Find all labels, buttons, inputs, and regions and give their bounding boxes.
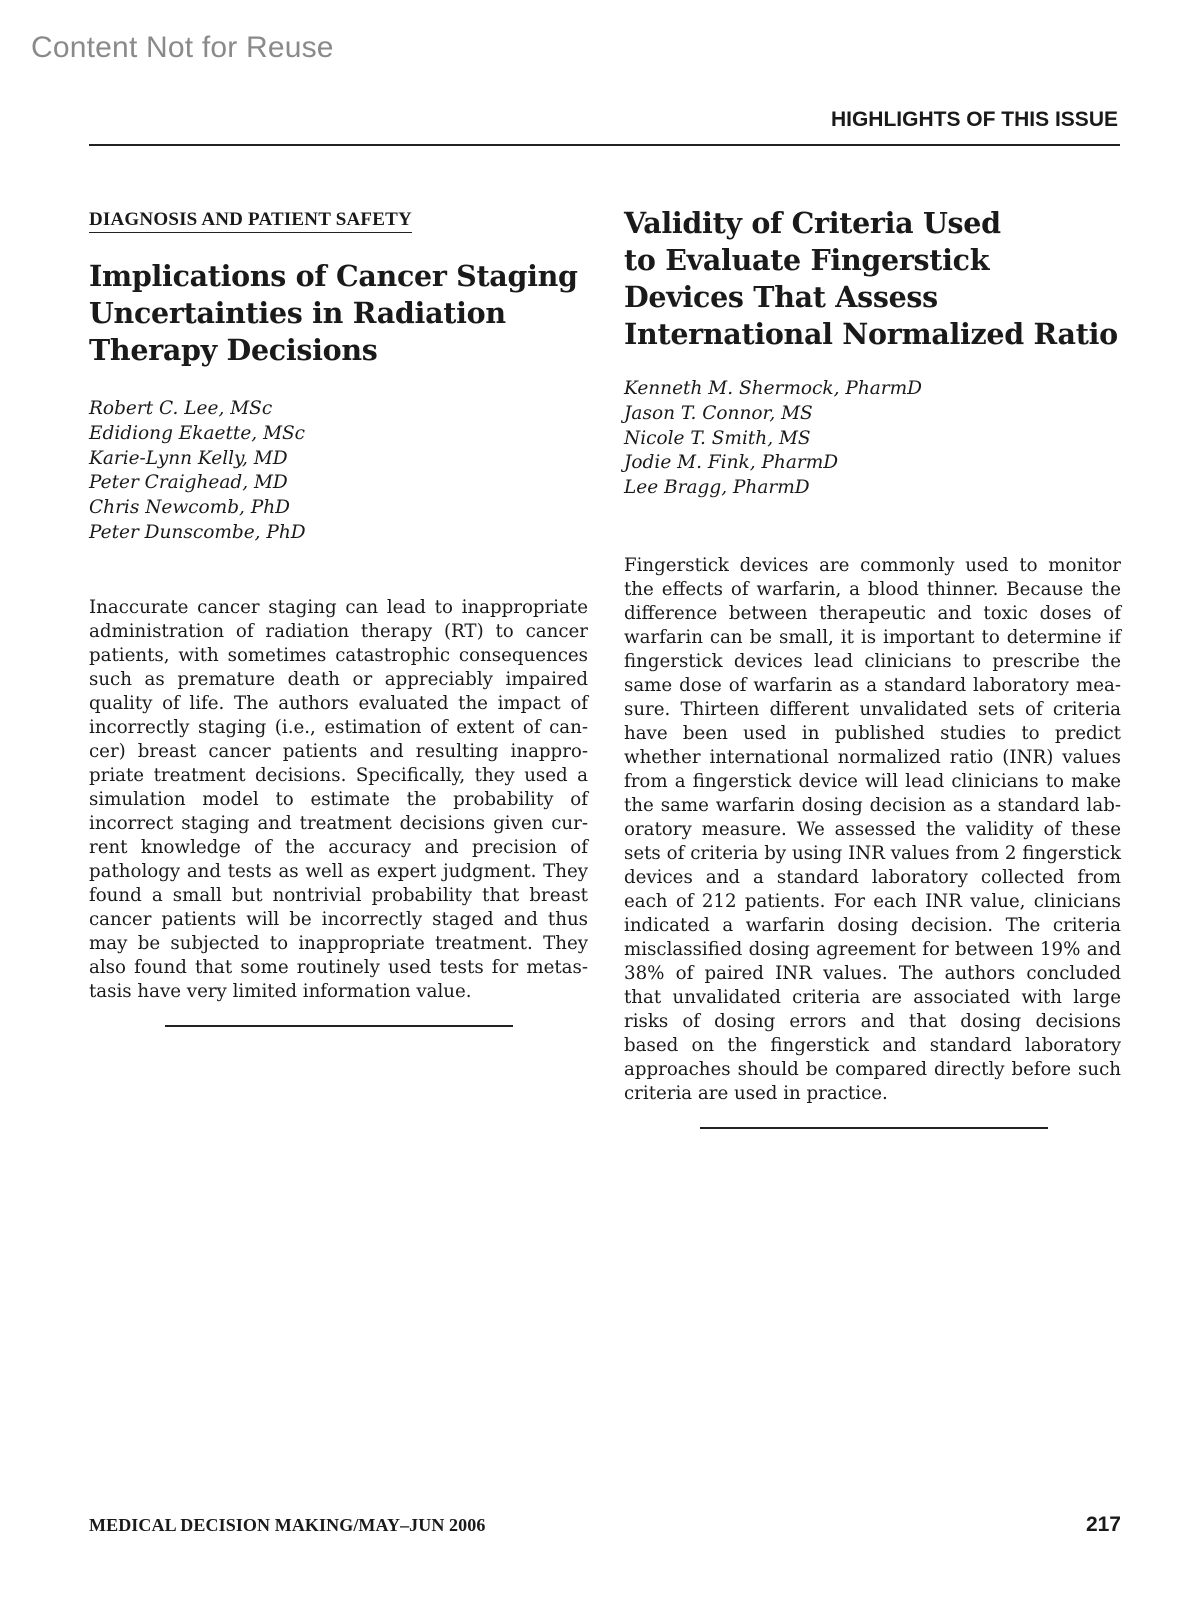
- author-name: Robert C. Lee, MSc: [89, 398, 273, 419]
- watermark-text: Content Not for Reuse: [31, 31, 334, 64]
- title-line: Implications of Cancer Staging: [89, 259, 578, 293]
- title-line: to Evaluate Fingerstick: [624, 243, 990, 277]
- author-name: Kenneth M. Shermock, PharmD: [624, 378, 922, 399]
- running-head: HIGHLIGHTS OF THIS ISSUE: [830, 108, 1118, 131]
- journal-footer: MEDICAL DECISION MAKING/MAY–JUN 2006: [89, 1515, 486, 1535]
- author-name: Edidiong Ekaette, MSc: [89, 422, 306, 444]
- page-number: 217: [1085, 1513, 1121, 1536]
- title-line: Validity of Criteria Used: [624, 206, 1001, 240]
- article-end-rule: [165, 1025, 513, 1027]
- left-article-abstract: Inaccurate cancer staging can lead to inappropriate administration of radiation therapy (RT) to cancer patients, with sometimes catastrophic consequences such as premature death or appreciably impaired quality of life. The authors evaluated the impact of incorrectly staging (i.e., estimation of extent of cancer) breast cancer patients and resulting inappropriate treatment decisions. Specifically, they used a simulation model to estimate the probability of incorrect staging and treatment decisions given current knowledge of the accuracy and precision of pathology and tests as well as expert judgment. They found a small but nontrivial probability that breast cancer patients will be incorrectly staged and thus may be subjected to inappropriate treatment. They also found that some routinely used tests for metastasis have very limited information value.: [89, 596, 588, 1002]
- left-article: [89, 205, 588, 1027]
- title-line: International Normalized Ratio: [624, 317, 1118, 351]
- right-article-authors: [624, 377, 1121, 501]
- left-article-title: [89, 258, 588, 369]
- header-rule: [89, 144, 1120, 146]
- author-name: Chris Newcomb, PhD: [89, 497, 291, 519]
- author-name: Nicole T. Smith, MS: [624, 427, 811, 449]
- right-article-abstract: Fingerstick devices are commonly used to monitor the effects of warfarin, a blood thinner. Because the difference between therapeutic and toxic doses of warfarin can be small, it is important to determine if fingerstick devices lead clinicians to prescribe the same dose of warfarin as a standard laboratory measure. Thirteen different unvalidated sets of criteria have been used in published studies to predict whether international normalized ratio (INR) values from a fingerstick device will lead clinicians to make the same warfarin dosing decision as a standard laboratory measure. We assessed the validity of these sets of criteria by using INR values from 2 fingerstick devices and a standard laboratory collected from each of 212 patients. For each INR value, clinicians indicated a warfarin dosing decision. The criteria misclassified dosing agreement for between 19% and 38% of paired INR values. The authors concluded that unvalidated criteria are associated with large risks of dosing errors and that dosing decisions based on the fingerstick and standard laboratory approaches should be compared directly before such criteria are used in practice.: [624, 554, 1121, 1104]
- right-article-title: [624, 205, 1121, 353]
- article-end-rule: [700, 1127, 1048, 1129]
- author-name: Peter Dunscombe, PhD: [89, 521, 306, 543]
- author-name: Peter Craighead, MD: [89, 472, 288, 494]
- author-name: Lee Bragg, PharmD: [624, 477, 810, 499]
- author-name: Jason T. Connor, MS: [624, 402, 813, 424]
- author-name: Jodie M. Fink, PharmD: [624, 452, 839, 474]
- section-label: DIAGNOSIS AND PATIENT SAFETY: [89, 209, 412, 233]
- right-article: [624, 205, 1121, 1129]
- title-line: Devices That Assess: [624, 280, 938, 314]
- title-line: Therapy Decisions: [89, 333, 378, 367]
- author-name: Karie-Lynn Kelly, MD: [89, 447, 288, 469]
- title-line: Uncertainties in Radiation: [89, 296, 506, 330]
- left-article-authors: [89, 397, 588, 546]
